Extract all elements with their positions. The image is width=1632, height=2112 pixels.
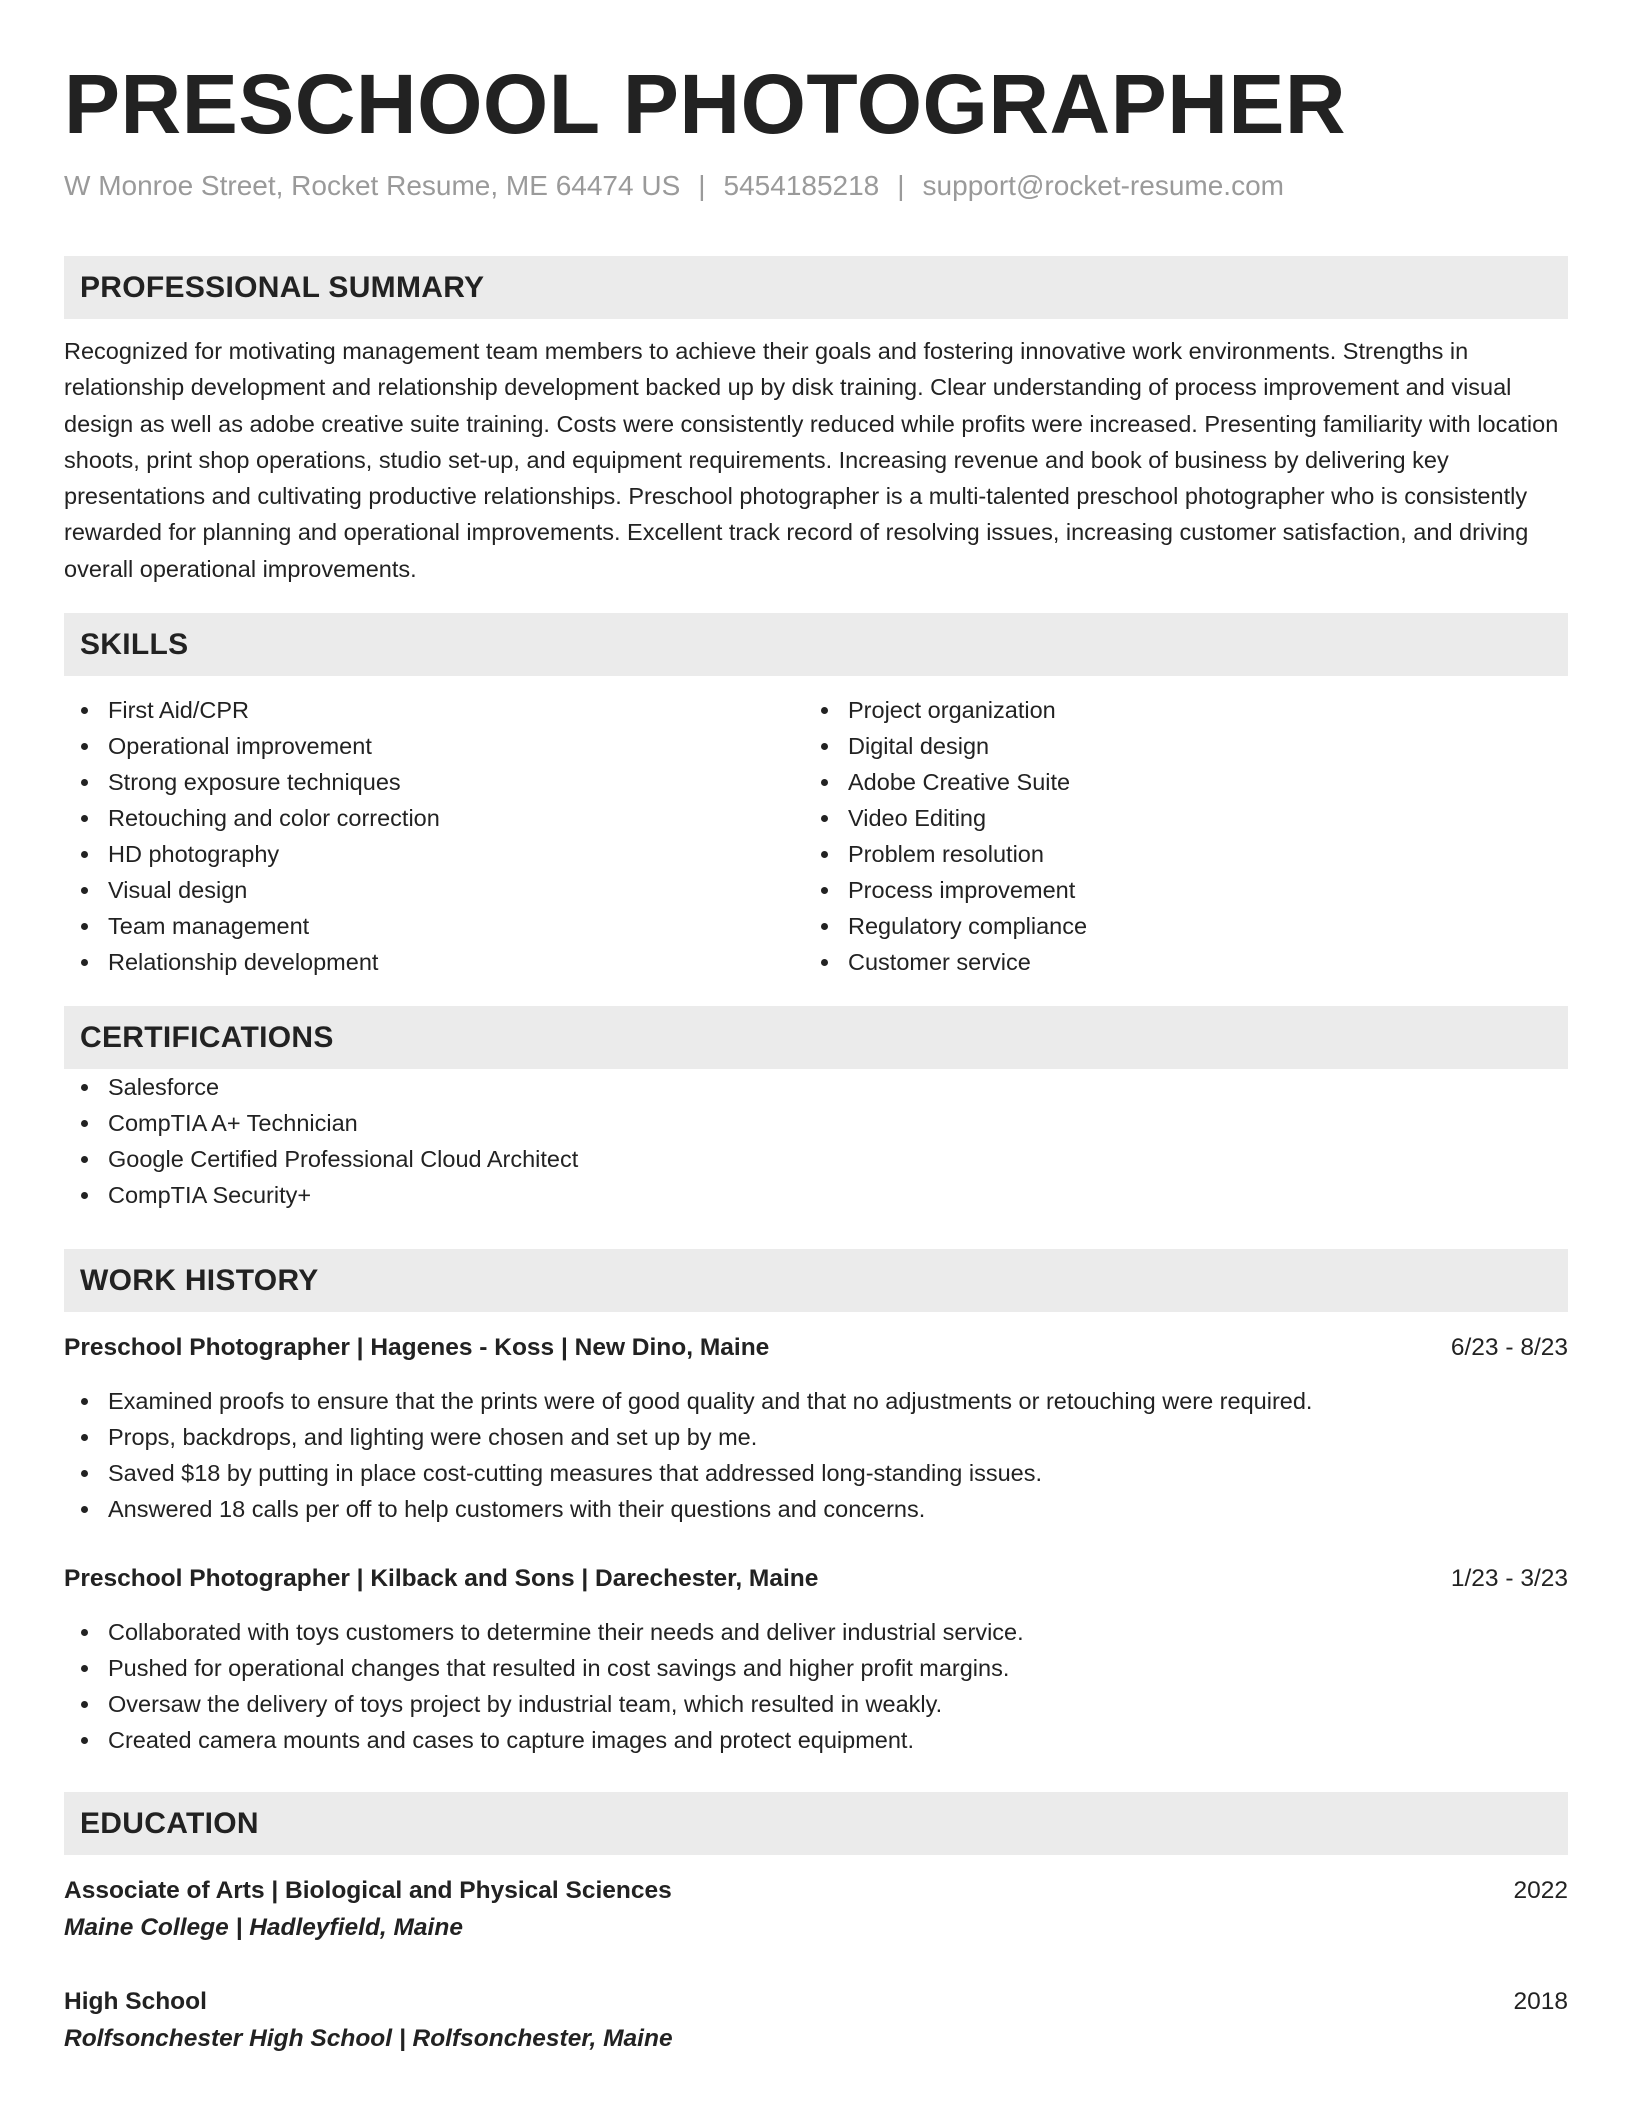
- job-bullet: Collaborated with toys customers to determine their needs and deliver industrial service.: [64, 1614, 1568, 1650]
- job-heading-row: [64, 1561, 1568, 1597]
- job-title: Preschool Photographer | Hagenes - Koss | New Dino, Maine: [64, 1334, 770, 1362]
- job-bullet: Oversaw the delivery of toys project by industrial team, which resulted in weakly.: [64, 1686, 1568, 1722]
- education-school: Rolfsonchester High School | Rolfsonchester, Maine: [64, 2025, 673, 2053]
- job-dates: 6/23 - 8/23: [1450, 1334, 1568, 1362]
- skills-column-left: [64, 692, 804, 980]
- contact-line: [64, 168, 1568, 204]
- summary-text: Recognized for motivating management team members to achieve their goals and fostering innovative work environments. Strengths in relationship development and relationship development backed up by disk training. Clear understanding of process improvement and visual design as well as adobe creative suite training. Costs were consistently reduced while profits were increased. Presenting familiarity with location shoots, print shop operations, studio set-up, and equipment requirements. Increasing revenue and book of business by delivering key presentations and cultivating productive relationships. Preschool photographer is a multi-talented preschool photographer who is consistently rewarded for planning and operational improvements. Excellent track record of resolving issues, increasing customer satisfaction, and driving overall operational improvements.: [64, 338, 1559, 582]
- education-heading-row: [64, 1873, 1568, 1909]
- skill-item: Retouching and color correction: [64, 800, 804, 836]
- education-entry: [64, 1873, 1568, 1946]
- job-bullet: Created camera mounts and cases to capture images and protect equipment.: [64, 1722, 1568, 1758]
- contact-address: W Monroe Street, Rocket Resume, ME 64474 US: [64, 170, 681, 201]
- contact-email[interactable]: support@rocket-resume.com: [922, 170, 1284, 201]
- skill-item: Operational improvement: [64, 728, 804, 764]
- skills-list-right: [804, 692, 1544, 980]
- job-bullet: Answered 18 calls per off to help customers with their questions and concerns.: [64, 1491, 1568, 1527]
- education-degree: High School: [64, 1988, 207, 2016]
- skill-item: Adobe Creative Suite: [804, 764, 1544, 800]
- certification-item: Google Certified Professional Cloud Architect: [64, 1141, 1568, 1177]
- skills-column-right: [804, 692, 1544, 980]
- skill-item: Relationship development: [64, 944, 804, 980]
- education-entry: [64, 1984, 1568, 2057]
- skill-item: HD photography: [64, 836, 804, 872]
- section-header-skills: SKILLS: [64, 613, 1568, 676]
- skill-item: Strong exposure techniques: [64, 764, 804, 800]
- certification-item: CompTIA A+ Technician: [64, 1105, 1568, 1141]
- skill-item: Process improvement: [804, 872, 1544, 908]
- job-bullet: Saved $18 by putting in place cost-cutting measures that addressed long-standing issues.: [64, 1455, 1568, 1491]
- contact-phone: 5454185218: [723, 170, 880, 201]
- job-bullets: [64, 1614, 1568, 1758]
- skill-item: Video Editing: [804, 800, 1544, 836]
- job-entry: [64, 1561, 1568, 1758]
- certification-item: Salesforce: [64, 1069, 1568, 1105]
- job-bullet: Props, backdrops, and lighting were chosen and set up by me.: [64, 1419, 1568, 1455]
- certifications-list: [64, 1069, 1568, 1213]
- certification-item: CompTIA Security+: [64, 1177, 1568, 1213]
- skills-list-left: [64, 692, 804, 980]
- skill-item: Project organization: [804, 692, 1544, 728]
- candidate-name: PRESCHOOL PHOTOGRAPHER: [64, 57, 1347, 151]
- skill-item: Customer service: [804, 944, 1544, 980]
- skill-item: Visual design: [64, 872, 804, 908]
- education-heading-row: [64, 1984, 1568, 2020]
- section-header-summary: PROFESSIONAL SUMMARY: [64, 256, 1568, 319]
- contact-separator: |: [698, 170, 706, 201]
- job-bullets: [64, 1383, 1568, 1527]
- education-degree: Associate of Arts | Biological and Physical Sciences: [64, 1877, 672, 1905]
- job-bullet: Examined proofs to ensure that the prints were of good quality and that no adjustments or retouching were required.: [64, 1383, 1568, 1419]
- skill-item: Problem resolution: [804, 836, 1544, 872]
- education-school: Maine College | Hadleyfield, Maine: [64, 1914, 463, 1942]
- section-header-certifications: CERTIFICATIONS: [64, 1006, 1568, 1069]
- section-header-education: EDUCATION: [64, 1792, 1568, 1855]
- education-year: 2018: [1513, 1988, 1568, 2016]
- skill-item: Digital design: [804, 728, 1544, 764]
- skill-item: Regulatory compliance: [804, 908, 1544, 944]
- section-header-work-history: WORK HISTORY: [64, 1249, 1568, 1312]
- skill-item: Team management: [64, 908, 804, 944]
- job-title: Preschool Photographer | Kilback and Sons | Darechester, Maine: [64, 1565, 819, 1593]
- skill-item: First Aid/CPR: [64, 692, 804, 728]
- job-entry: [64, 1330, 1568, 1527]
- job-bullet: Pushed for operational changes that resulted in cost savings and higher profit margins.: [64, 1650, 1568, 1686]
- skills-grid: [64, 692, 1568, 980]
- job-heading-row: [64, 1330, 1568, 1366]
- education-year: 2022: [1513, 1877, 1568, 1905]
- job-dates: 1/23 - 3/23: [1450, 1565, 1568, 1593]
- contact-separator: |: [897, 170, 905, 201]
